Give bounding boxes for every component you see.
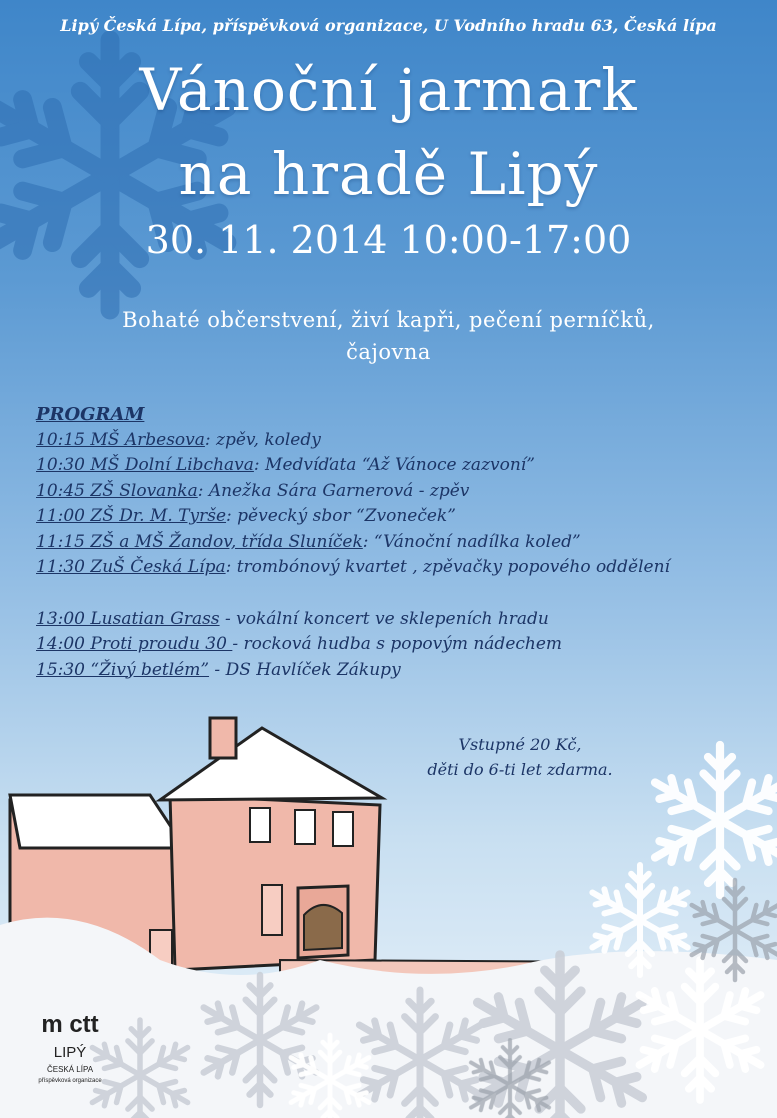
entry-fee-line1: Vstupné 20 Kč, bbox=[458, 735, 582, 754]
program-item bbox=[36, 530, 670, 556]
program-item-detail: - DS Havlíček Zákupy bbox=[209, 659, 401, 680]
program-heading: PROGRAM bbox=[36, 404, 145, 425]
program-item bbox=[36, 658, 670, 684]
logo-name: LIPÝ bbox=[53, 1044, 87, 1061]
program-item-detail: : Anežka Sára Garnerová - zpěv bbox=[197, 480, 470, 501]
program-item-name: 14:00 Proti proudu 30 bbox=[36, 634, 233, 654]
logo-city: ČESKÁ LÍPA bbox=[46, 1065, 94, 1074]
program-item-name: 10:45 ZŠ Slovanka bbox=[36, 480, 198, 501]
program-item-detail: : Medvíďata “Až Vánoce zazvoní” bbox=[253, 455, 535, 475]
ctt-logo bbox=[30, 1002, 110, 1092]
program-item-name: 15:30 “Živý betlém” bbox=[36, 659, 210, 680]
program-item bbox=[36, 607, 670, 633]
program-item-name: 10:15 MŠ Arbesova bbox=[36, 429, 205, 450]
program-item-name: 11:00 ZŠ Dr. M. Tyrše bbox=[36, 506, 227, 526]
program-item-name: 10:30 MŠ Dolní Libchava bbox=[36, 455, 254, 475]
organizer-line: Lipý Česká Lípa, příspěvková organizace, U Vodního hradu 63, Česká lípa bbox=[60, 16, 717, 35]
program-item-detail: - rocková hudba s popovým nádechem bbox=[232, 634, 563, 654]
subtitle-line1: Bohaté občerstvení, živí kapři, pečení perníčků, bbox=[122, 308, 655, 332]
program-item-name: 11:30 ZuŠ Česká Lípa bbox=[36, 557, 226, 577]
program-item-detail: : zpěv, koledy bbox=[204, 429, 321, 450]
entry-fee bbox=[380, 732, 660, 782]
program-item-detail: - vokální koncert ve sklepeních hradu bbox=[219, 608, 549, 629]
page-title-line1: Vánoční jarmark bbox=[139, 56, 638, 124]
program-item bbox=[36, 555, 670, 581]
page-title-line2: na hradě Lipý bbox=[178, 140, 599, 208]
logo-org: příspěvková organizace bbox=[38, 1078, 102, 1084]
event-datetime: 30. 11. 2014 10:00-17:00 bbox=[145, 218, 632, 262]
program-item-name: 11:15 ZŠ a MŠ Žandov, třída Sluníček bbox=[36, 531, 363, 552]
program-section bbox=[36, 402, 670, 683]
program-spacer bbox=[36, 581, 670, 607]
entry-fee-line2: děti do 6-ti let zdarma. bbox=[427, 760, 613, 779]
program-item bbox=[36, 453, 670, 479]
program-item bbox=[36, 428, 670, 454]
program-item bbox=[36, 504, 670, 530]
subtitle-line2: čajovna bbox=[346, 340, 431, 364]
program-item-detail: : pěvecký sbor “Zvoneček” bbox=[226, 506, 456, 526]
program-item bbox=[36, 479, 670, 505]
program-item-name: 13:00 Lusatian Grass bbox=[36, 608, 220, 629]
program-item-detail: : “Vánoční nadílka koled” bbox=[362, 531, 581, 552]
program-item-detail: : trombónový kvartet , zpěvačky popového oddělení bbox=[225, 557, 670, 577]
logo-mark: m ctt bbox=[41, 1011, 99, 1038]
program-item bbox=[36, 632, 670, 658]
